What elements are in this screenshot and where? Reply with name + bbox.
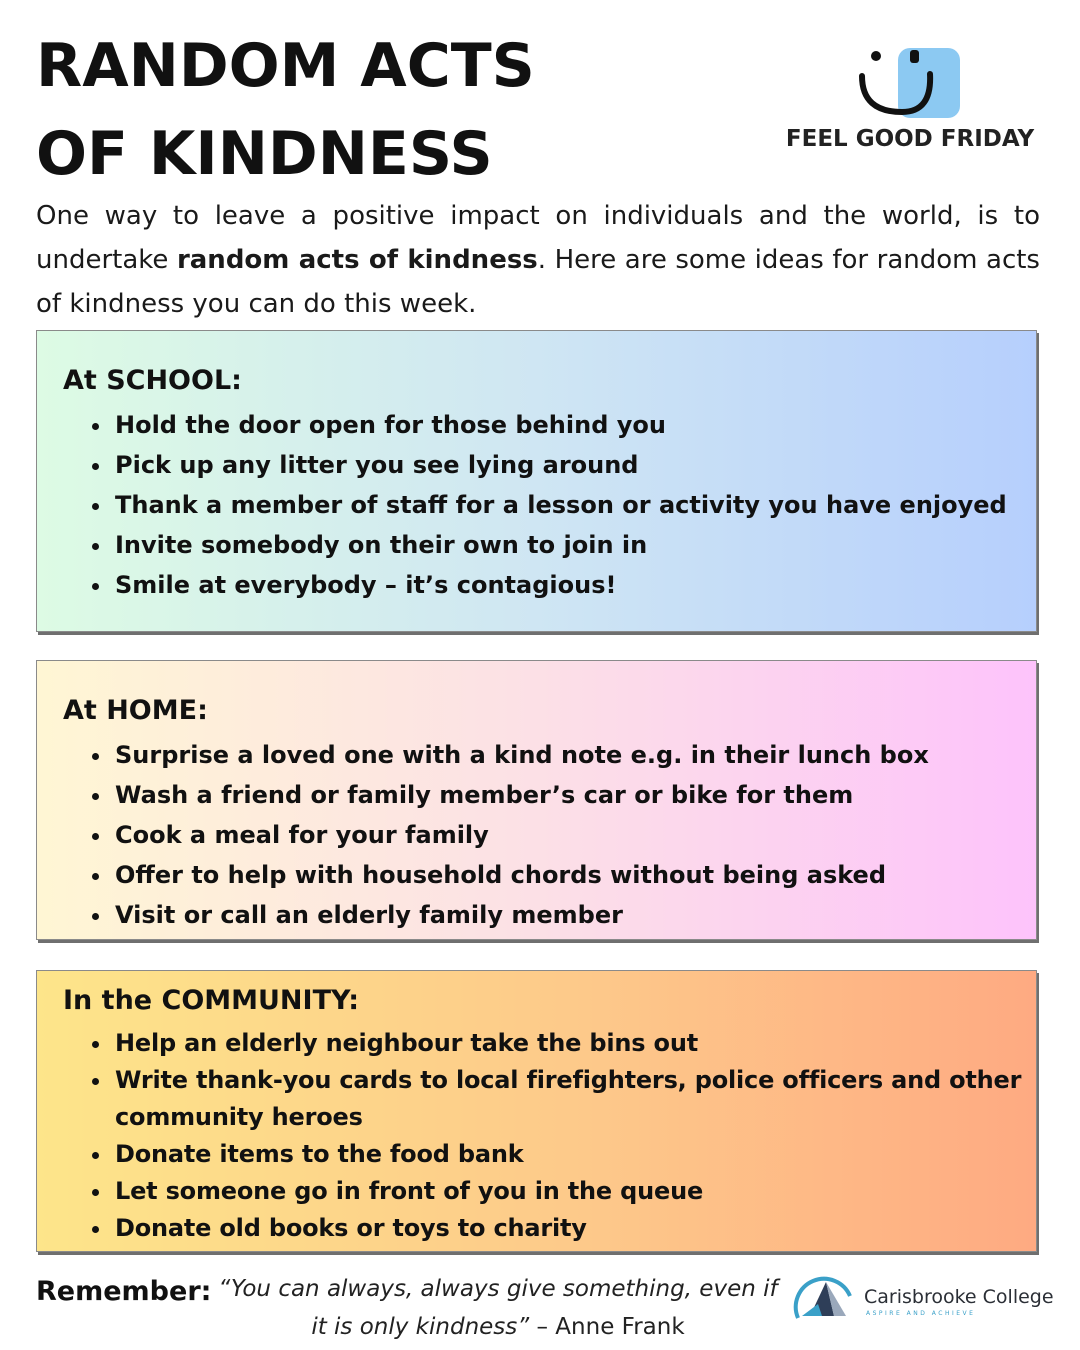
school-ideas-card <box>36 330 1037 632</box>
home-ideas-card <box>36 660 1037 940</box>
list-item: • Donate items to the food bank <box>113 1136 1033 1173</box>
carisbrooke-college-logo <box>792 1270 1052 1326</box>
college-tagline: ASPIRE AND ACHIEVE <box>866 1310 976 1317</box>
list-item: • Pick up any litter you see lying around <box>113 445 1033 485</box>
list-item: • Thank a member of staff for a lesson or activity you have enjoyed <box>113 485 1033 525</box>
list-item: • Offer to help with household chords without being asked <box>113 855 1033 895</box>
school-heading: At SCHOOL: <box>63 365 242 396</box>
intro-paragraph <box>36 194 1040 326</box>
list-item: • Help an elderly neighbour take the bins out <box>113 1025 1033 1062</box>
home-ideas-list <box>85 735 1033 935</box>
list-item: • Donate old books or toys to charity <box>113 1210 1033 1247</box>
college-name: Carisbrooke College <box>864 1286 1054 1308</box>
quote-attribution: – Anne Frank <box>529 1314 685 1340</box>
list-item: • Visit or call an elderly family member <box>113 895 1033 935</box>
home-heading: At HOME: <box>63 695 208 726</box>
list-item: • Let someone go in front of you in the queue <box>113 1173 1033 1210</box>
kindness-quote <box>218 1270 778 1346</box>
community-ideas-list <box>85 1025 1033 1247</box>
list-item: • Wash a friend or family member’s car or bike for them <box>113 775 1033 815</box>
list-item: • Invite somebody on their own to join in <box>113 525 1033 565</box>
smiley-logo-icon <box>850 40 970 124</box>
community-ideas-card <box>36 970 1037 1252</box>
intro-text-start: One way to leave a positive impact on individuals and the world, is to undertake <box>36 201 1040 275</box>
list-item: • Cook a meal for your family <box>113 815 1033 855</box>
intro-text-bold: random acts of kindness <box>176 245 538 275</box>
quote-text: “You can always, always give something, even if it is only kindness” <box>218 1276 778 1340</box>
title-line-1: RANDOM ACTS <box>36 31 535 101</box>
list-item: • Write thank-you cards to local firefighters, police officers and other community heroes <box>113 1062 1033 1136</box>
college-emblem-icon <box>792 1270 858 1322</box>
page-title <box>36 22 535 198</box>
intro-text-end: . Here are some ideas for random acts of kindness you can do this week. <box>36 245 1040 319</box>
feel-good-friday-logo <box>780 40 1040 160</box>
community-heading: In the COMMUNITY: <box>63 985 359 1016</box>
list-item: • Surprise a loved one with a kind note e.g. in their lunch box <box>113 735 1033 775</box>
list-item: • Hold the door open for those behind you <box>113 405 1033 445</box>
list-item: • Smile at everybody – it’s contagious! <box>113 565 1033 605</box>
school-ideas-list <box>85 405 1033 605</box>
brand-text: FEEL GOOD FRIDAY <box>785 126 1035 152</box>
remember-label: Remember: <box>36 1276 212 1307</box>
title-line-2: OF KINDNESS <box>36 119 493 189</box>
